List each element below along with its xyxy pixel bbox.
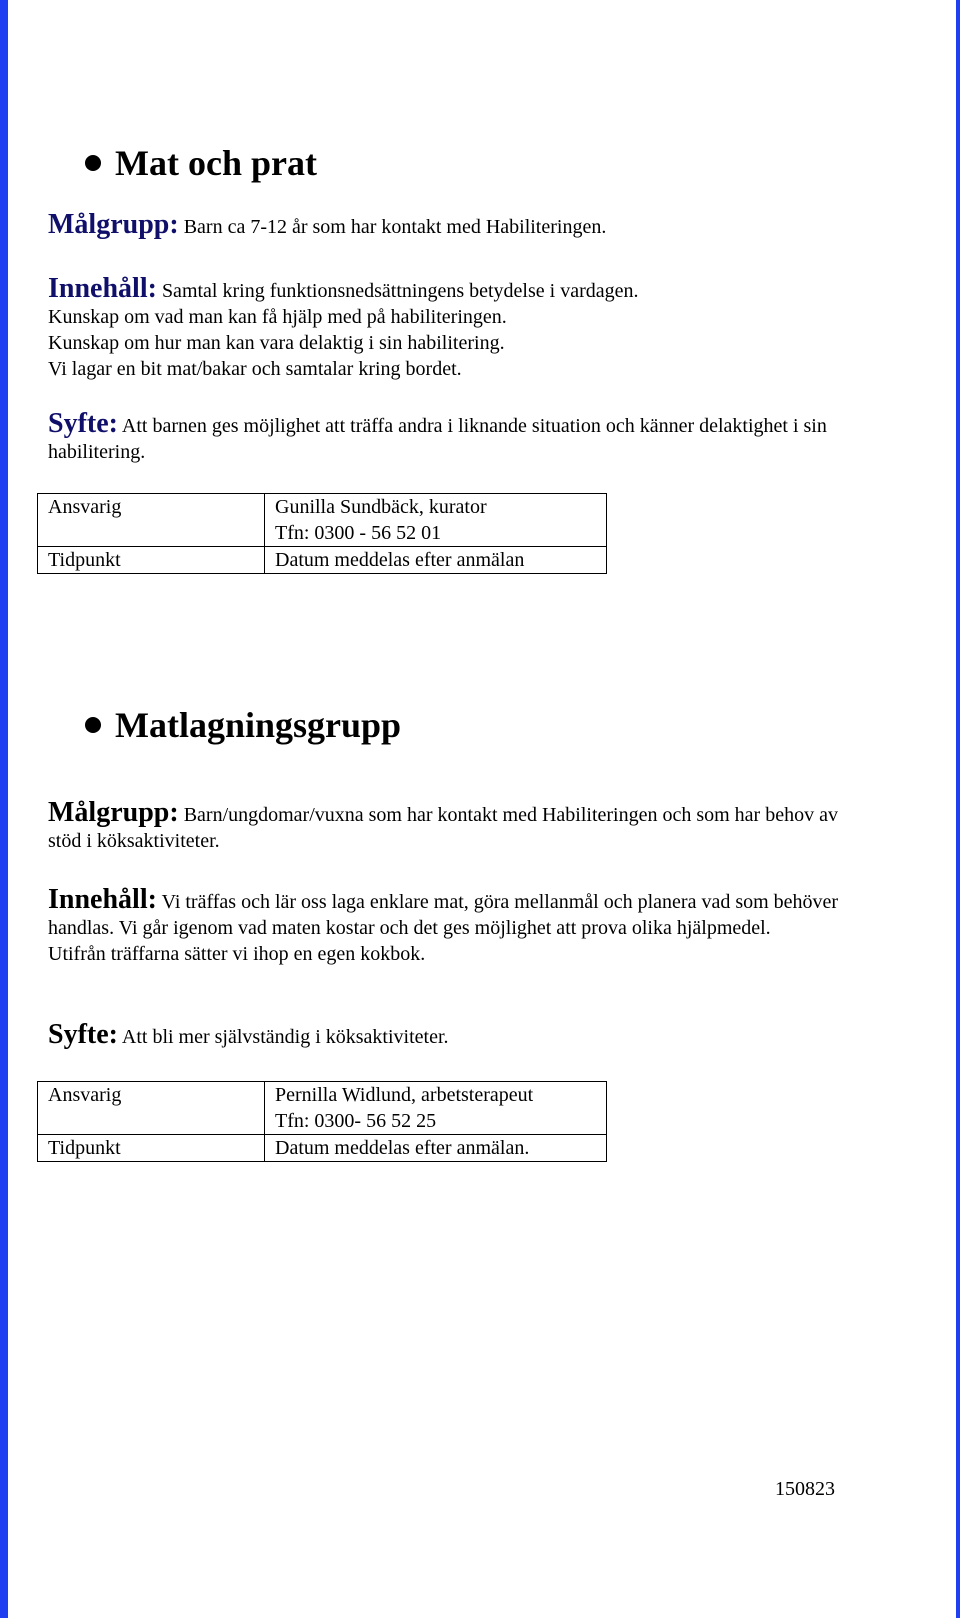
bullet-icon: [85, 717, 101, 733]
table-row: [38, 547, 607, 574]
tidpunkt-label: Tidpunkt: [38, 1135, 265, 1162]
innehall-line: Kunskap om vad man kan få hjälp med på habiliteringen.: [48, 306, 507, 328]
bullet-icon: [85, 155, 101, 171]
innehall-text: Vi träffas och lär oss laga enklare mat, göra mellanmål och planera vad som behöver handlas. Vi går igenom vad maten kostar och det ges möjlighet att prova olika hjälpmedel.: [48, 891, 839, 939]
malgrupp-label: Målgrupp:: [48, 797, 179, 828]
ansvarig-name: Pernilla Widlund, arbetsterapeut: [275, 1084, 534, 1106]
innehall-label: Innehåll:: [48, 273, 157, 304]
tidpunkt-label: Tidpunkt: [38, 547, 265, 574]
syfte-label: Syfte:: [48, 1019, 118, 1050]
table-row: [38, 1082, 607, 1135]
syfte-text: Att bli mer självständig i köksaktiviteter.: [117, 1026, 449, 1048]
section-title: Matlagningsgrupp: [115, 705, 402, 745]
page-border-right: [956, 0, 960, 1618]
section-title: Mat och prat: [115, 143, 317, 183]
syfte-paragraph: [48, 408, 928, 465]
innehall-line: Samtal kring funktionsnedsättningens betydelse i vardagen.: [156, 280, 639, 302]
malgrupp-label: Målgrupp:: [48, 209, 179, 240]
syfte-text: Att barnen ges möjlighet att träffa andra i liknande situation och känner delaktighet i sin habilitering.: [48, 415, 827, 463]
tidpunkt-value: Datum meddelas efter anmälan.: [265, 1135, 607, 1162]
innehall-line: Vi lagar en bit mat/bakar och samtalar kring bordet.: [48, 358, 462, 380]
ansvarig-phone: Tfn: 0300- 56 52 25: [275, 1110, 437, 1132]
innehall-extra: Utifrån träffarna sätter vi ihop en egen kokbok.: [48, 943, 426, 965]
ansvarig-value: [265, 1082, 607, 1135]
table-row: [38, 494, 607, 547]
ansvarig-name: Gunilla Sundbäck, kurator: [275, 496, 487, 518]
ansvarig-phone: Tfn: 0300 - 56 52 01: [275, 522, 442, 544]
info-table: [37, 1081, 607, 1162]
ansvarig-label: Ansvarig: [38, 494, 265, 547]
section-heading-mat-och-prat: [85, 143, 317, 183]
innehall-line: Kunskap om hur man kan vara delaktig i sin habilitering.: [48, 332, 505, 354]
malgrupp-paragraph: [48, 209, 928, 240]
innehall-label: Innehåll:: [48, 884, 157, 915]
malgrupp-text: Barn/ungdomar/vuxna som har kontakt med Habiliteringen och som har behov av stöd i köksaktiviteter.: [48, 804, 838, 852]
footer-code: 150823: [775, 1478, 835, 1500]
ansvarig-value: [265, 494, 607, 547]
section-heading-matlagningsgrupp: [85, 705, 401, 745]
syfte-paragraph: [48, 1019, 928, 1050]
tidpunkt-value: Datum meddelas efter anmälan: [265, 547, 607, 574]
malgrupp-text: Barn ca 7-12 år som har kontakt med Habiliteringen.: [178, 216, 607, 238]
info-table: [37, 493, 607, 574]
page-border-left: [0, 0, 8, 1618]
ansvarig-label: Ansvarig: [38, 1082, 265, 1135]
innehall-paragraph: [48, 273, 928, 382]
malgrupp-paragraph: [48, 797, 848, 854]
syfte-label: Syfte:: [48, 408, 118, 439]
innehall-paragraph: [48, 884, 858, 967]
table-row: [38, 1135, 607, 1162]
